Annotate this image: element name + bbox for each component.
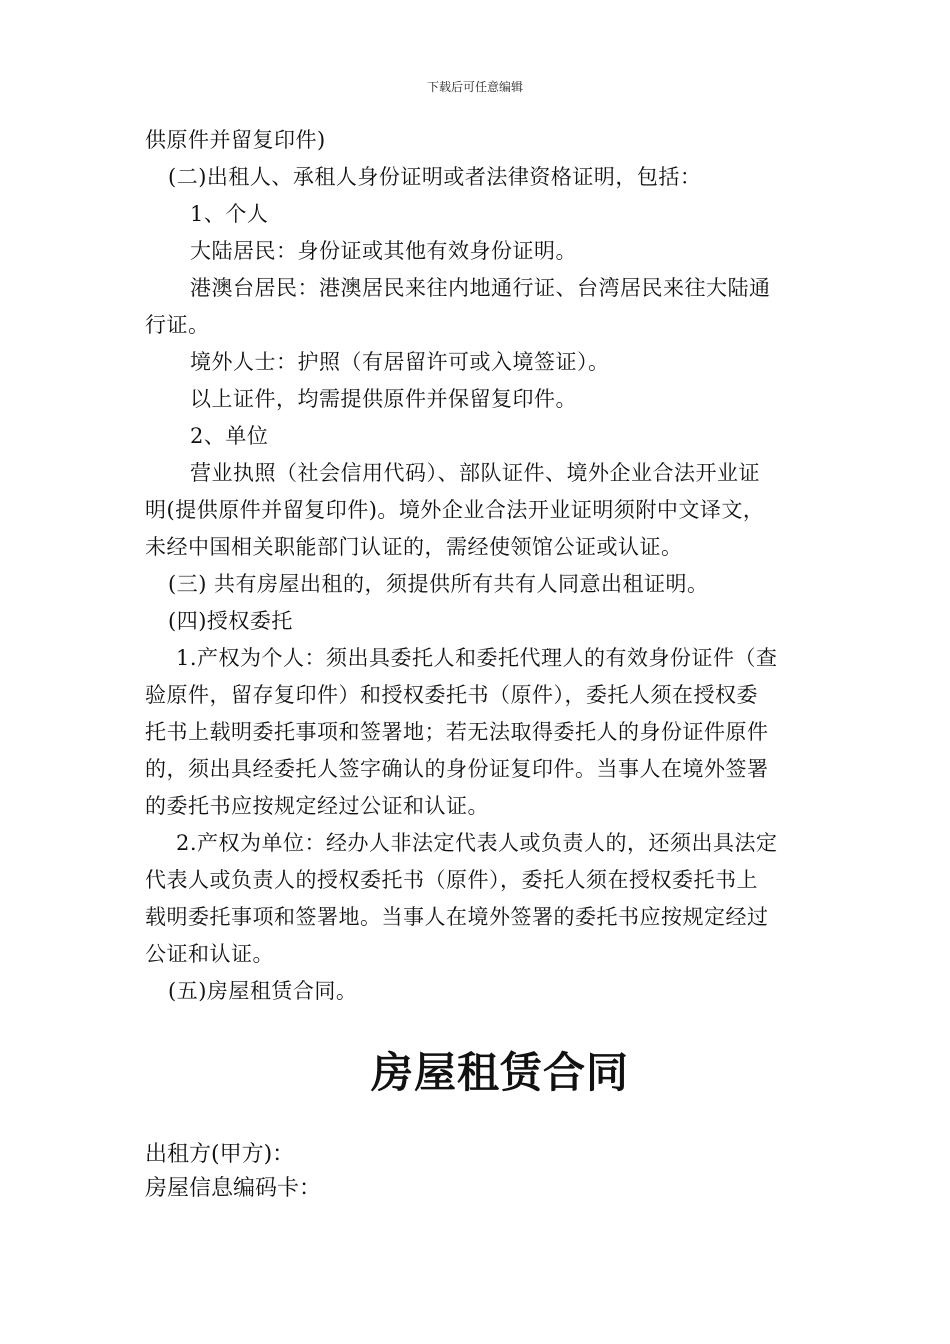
body-line: 1.产权为个人：须出具委托人和委托代理人的有效身份证件（查 bbox=[176, 646, 778, 670]
body-line: 行证。 bbox=[145, 313, 210, 337]
body-line: 1、个人 bbox=[190, 202, 269, 226]
body-line: 以上证件，均需提供原件并保留复印件。 bbox=[190, 387, 577, 411]
body-line: 2、单位 bbox=[190, 424, 269, 448]
body-line: 的，须出具经委托人签字确认的身份证复印件。当事人在境外签署 bbox=[145, 757, 769, 781]
body-line: 托书上载明委托事项和签署地；若无法取得委托人的身份证件原件 bbox=[145, 720, 769, 744]
body-line: 供原件并留复印件) bbox=[145, 128, 326, 152]
house-code-label: 房屋信息编码卡： bbox=[145, 1176, 322, 1201]
page-header-note: 下载后可任意编辑 bbox=[426, 80, 523, 94]
body-line: (三) 共有房屋出租的，须提供所有共有人同意出租证明。 bbox=[168, 572, 709, 596]
body-line: (五)房屋租赁合同。 bbox=[168, 979, 358, 1003]
body-line: (二)出租人、承租人身份证明或者法律资格证明，包括： bbox=[168, 165, 702, 189]
body-line: 境外人士：护照（有居留许可或入境签证）。 bbox=[190, 350, 610, 374]
body-line: 载明委托事项和签署地。当事人在境外签署的委托书应按规定经过 bbox=[145, 905, 769, 929]
body-line: 未经中国相关职能部门认证的，需经使领馆公证或认证。 bbox=[145, 535, 683, 559]
body-line: 港澳台居民：港澳居民来往内地通行证、台湾居民来往大陆通 bbox=[190, 276, 771, 300]
body-line: 验原件，留存复印件）和授权委托书（原件），委托人须在授权委 bbox=[145, 683, 758, 707]
body-line: 代表人或负责人的授权委托书（原件），委托人须在授权委托书上 bbox=[145, 868, 758, 892]
body-line: 明(提供原件并留复印件)。境外企业合法开业证明须附中文译文， bbox=[145, 498, 765, 522]
body-line: 的委托书应按规定经过公证和认证。 bbox=[145, 794, 489, 818]
body-line: 公证和认证。 bbox=[145, 942, 274, 966]
body-line: 营业执照（社会信用代码）、部队证件、境外企业合法开业证 bbox=[190, 461, 760, 485]
body-line: 大陆居民：身份证或其他有效身份证明。 bbox=[190, 239, 577, 263]
body-line: (四)授权委托 bbox=[168, 609, 293, 633]
lessor-label: 出租方(甲方)： bbox=[145, 1142, 295, 1167]
body-line: 2.产权为单位：经办人非法定代表人或负责人的，还须出具法定 bbox=[176, 831, 778, 855]
contract-title: 房屋租赁合同 bbox=[370, 1048, 629, 1097]
